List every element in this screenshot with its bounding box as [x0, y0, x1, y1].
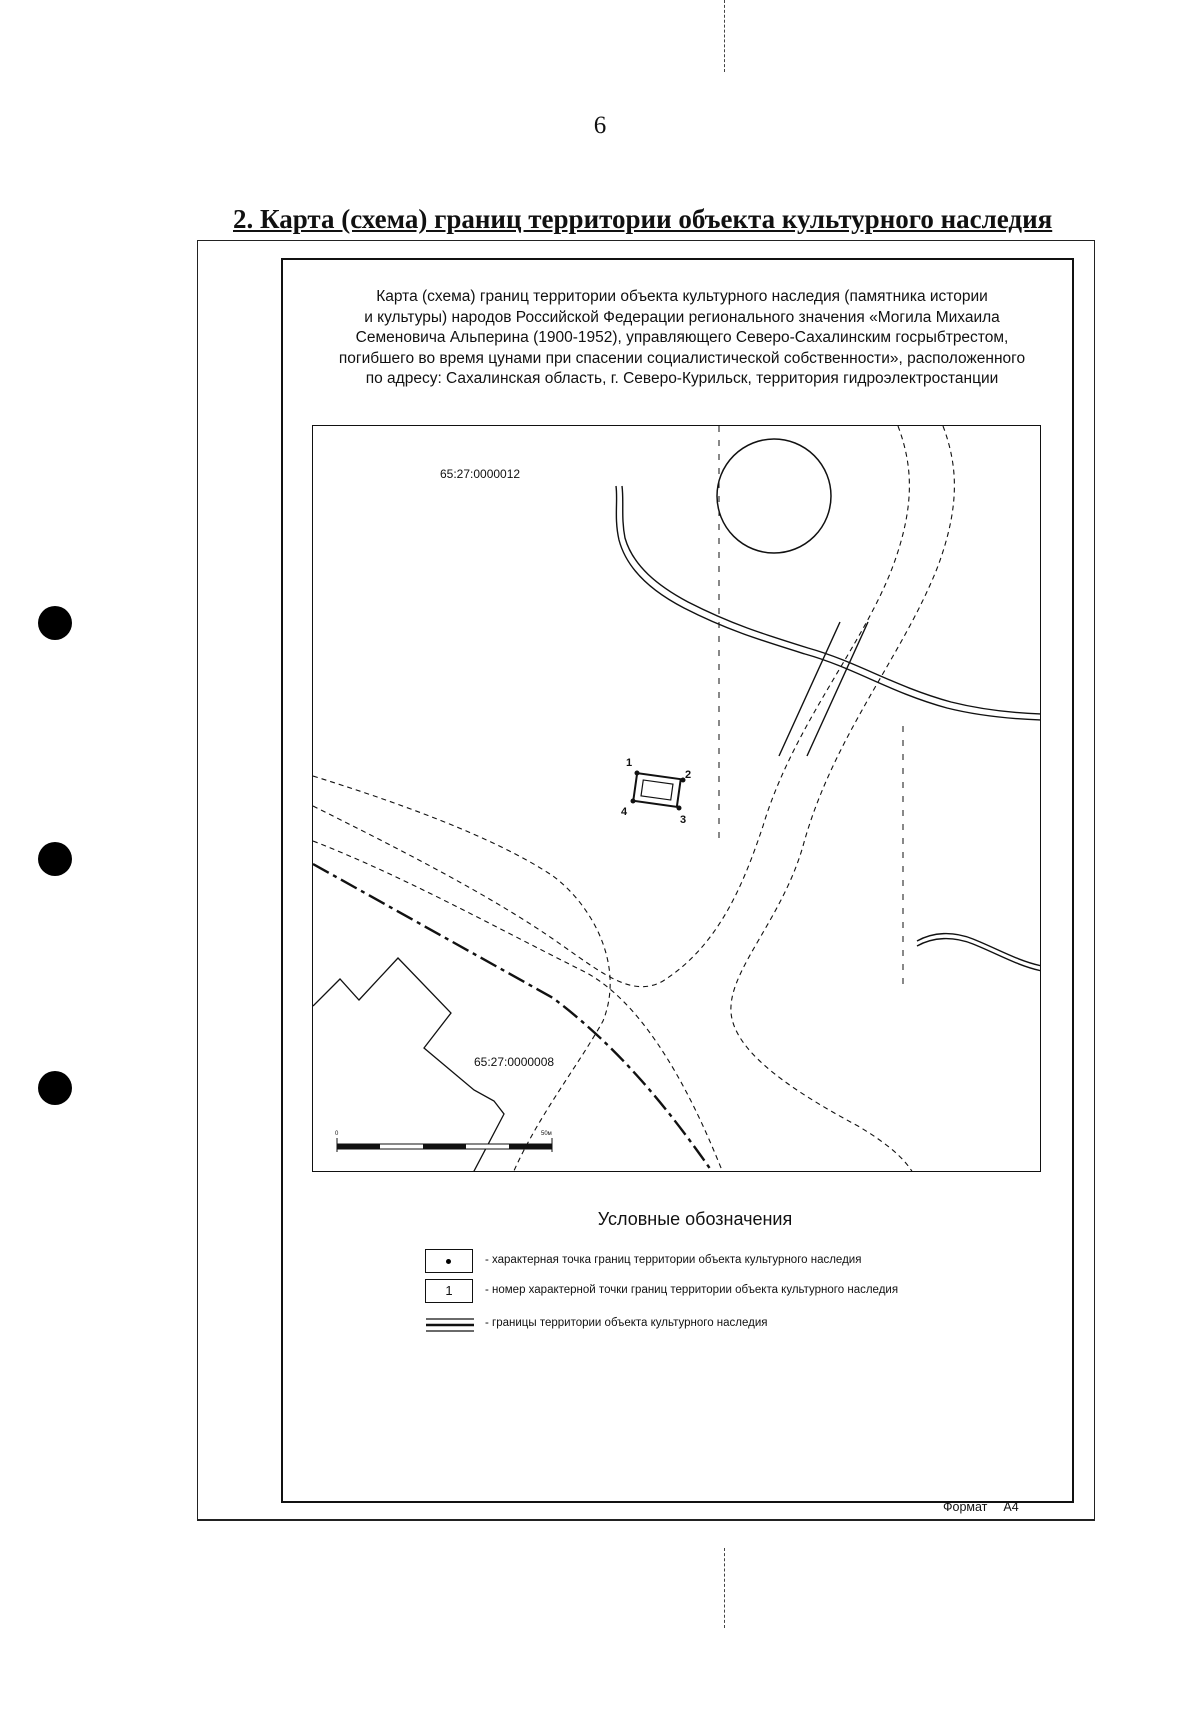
parcel-label: 65:27:0000008	[474, 1055, 555, 1069]
stream-line	[917, 934, 1041, 966]
fold-line	[724, 0, 725, 72]
boundary-point-number: 1	[626, 757, 633, 769]
legend-number: 1	[445, 1283, 453, 1298]
stream-line	[917, 939, 1041, 971]
scale-bar-start: 0	[335, 1131, 339, 1137]
map-canvas	[313, 426, 1041, 1172]
boundary-line-icon	[425, 1312, 475, 1336]
boundary-point	[631, 799, 636, 804]
parcel-label: 65:27:0000012	[440, 467, 521, 481]
map-view[interactable]	[312, 425, 1041, 1172]
grid-line	[719, 426, 903, 986]
point-icon	[446, 1259, 451, 1264]
legend-text: - характерная точка границ территории объекта культурного наследия	[485, 1254, 862, 1266]
legend-text: - границы территории объекта культурного наследия	[485, 1317, 768, 1329]
map-caption-line: Карта (схема) границ территории объекта культурного наследия (памятника истории	[376, 288, 988, 305]
protected-boundary-outer	[633, 773, 680, 807]
boundary-point-number: 3	[680, 814, 687, 826]
legend-symbol	[425, 1279, 473, 1303]
page-number: 6	[593, 112, 607, 139]
boundary-point	[635, 771, 640, 776]
fold-line	[724, 1548, 725, 1628]
map-caption-line: и культуры) народов Российской Федерации регионального значения «Могила Михаила	[364, 308, 1000, 326]
map-caption	[292, 287, 1072, 390]
stream-line	[616, 486, 1041, 720]
scale-bar	[337, 1138, 552, 1152]
map-caption-line: Семеновича Альперина (1900-1952), управляющего Северо-Сахалинским госрыбтрестом,	[355, 329, 1009, 346]
format-value: А4	[1003, 1500, 1019, 1514]
boundary-point-number: 2	[685, 769, 692, 781]
road-bridge	[807, 622, 868, 756]
section-title: 2. Карта (схема) границ территории объекта культурного наследия	[233, 204, 1053, 234]
map-caption-line: по адресу: Сахалинская область, г. Северо-Курильск, территория гидроэлектростанции	[365, 370, 999, 387]
format-stamp	[943, 1500, 1019, 1514]
binder-hole	[38, 1071, 72, 1105]
parcel-boundary	[313, 864, 713, 1172]
legend-text: - номер характерной точки границ территории объекта культурного наследия	[485, 1284, 899, 1296]
map-caption-line: погибшего во время цунами при спасении социалистической собственности», расположенного	[338, 349, 1026, 367]
binder-hole	[38, 606, 72, 640]
legend-title: Условные обозначения	[597, 1209, 793, 1229]
protected-boundary-inner	[641, 780, 673, 800]
binder-hole	[38, 842, 72, 876]
boundary-point-number: 4	[621, 806, 628, 818]
boundary-point	[677, 806, 682, 811]
legend-symbol	[425, 1249, 473, 1273]
scale-bar-end: 50м	[541, 1131, 552, 1137]
format-label: Формат	[943, 1500, 988, 1514]
stream-line	[622, 486, 1041, 714]
reservoir-circle	[717, 439, 831, 553]
